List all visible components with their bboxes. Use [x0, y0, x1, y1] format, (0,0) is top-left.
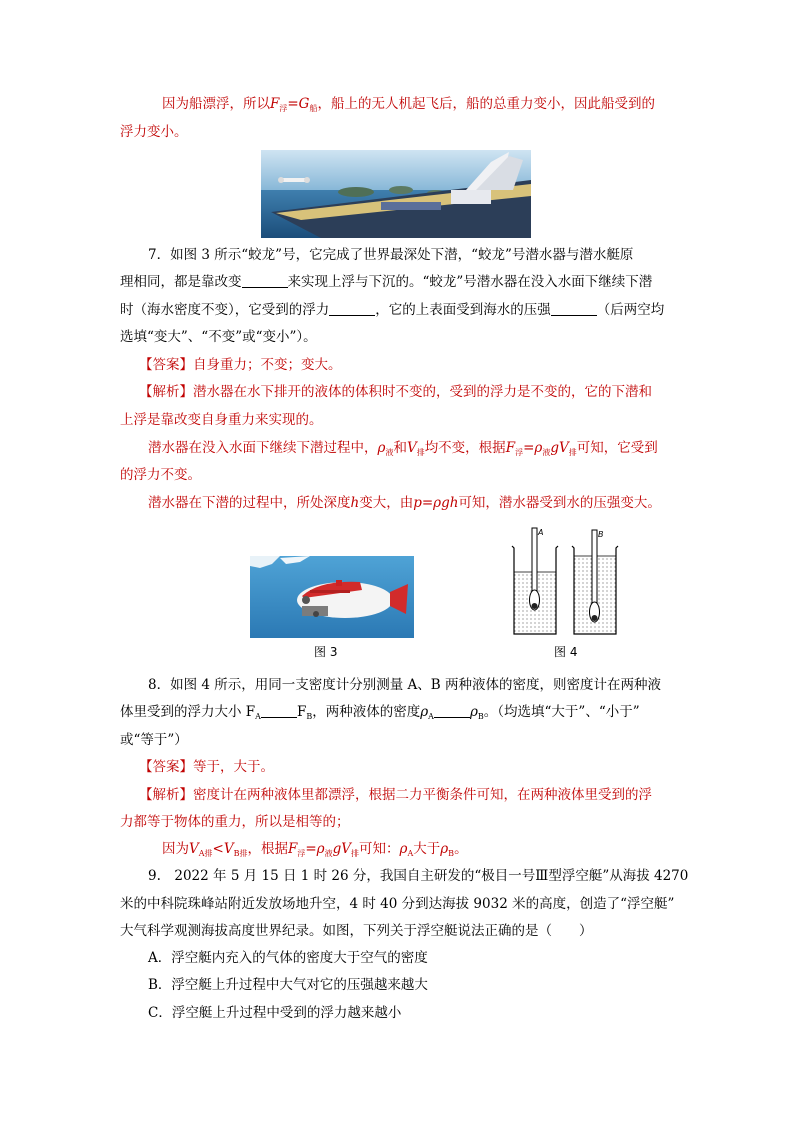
q8-stem-line-2: 体里受到的浮力大小 $F_A$ $F_B$，两种液体的密度$\rho_A$ $\rho_B$。（均选填“大于”、“小于” [120, 704, 640, 721]
tube-b-label: B [598, 530, 604, 539]
q7-answer: 【答案】自身重力；不变；变大。 [139, 357, 342, 373]
fig3-caption: 图 3 [314, 645, 338, 659]
q7-blank-2 [329, 303, 375, 316]
q7-stem-line-3: 时（海水密度不变），它受到的浮力 ，它的上表面受到海水的压强 （后两空均 [120, 302, 665, 318]
q9-option-c: C．浮空艇上升过程中受到的浮力越来越小 [148, 1005, 402, 1021]
q8-answer: 【答案】等于，大于。 [139, 759, 274, 775]
fig4-caption: 图 4 [554, 645, 578, 659]
q8-stem-line-3: 或“等于”） [120, 732, 188, 748]
q8-blank-2 [434, 705, 470, 718]
q8-analysis-line-3: 因为$V_{A排}<V_{B排}$，根据$F_浮=\rho_液gV_排$可知：$\rho_A$大于$\rho_B$。 [162, 841, 468, 858]
jiaolong-submersible-photo [250, 556, 414, 638]
hydrometer-diagram [506, 526, 626, 638]
q8-analysis-line-2: 力都等于物体的重力，所以是相等的； [120, 814, 350, 830]
q7-stem-line-1: 7．如图 3 所示“蛟龙”号，它完成了世界最深处下潜，“蛟龙”号潜水器与潜水艇原 [148, 247, 634, 263]
q7-blank-1 [242, 275, 288, 288]
q7-blank-3 [551, 303, 597, 316]
q7-analysis-line-3: 潜水器在没入水面下继续下潜过程中，$\rho_液$和$V_排$均不变，根据$F_浮=\rho_液gV_排$可知，它受到 [148, 440, 658, 457]
ship-drone-photo [261, 150, 531, 238]
q9-option-a: A．浮空艇内充入的气体的密度大于空气的密度 [148, 950, 428, 966]
q8-stem-line-1: 8．如图 4 所示，用同一支密度计分别测量 A、B 两种液体的密度，则密度计在两种液 [148, 677, 662, 693]
q7-analysis-line-1: 【解析】潜水器在水下排开的液体的体积时不变的，受到的浮力是不变的，它的下潜和 [139, 384, 652, 400]
q8-blank-1 [261, 705, 297, 718]
q9-stem-line-1: 9. 2022 年 5 月 15 日 1 时 26 分，我国自主研发的“极目一号Ⅲ型浮空艇”从海拔 4270 [148, 868, 689, 884]
q7-analysis-line-5: 潜水器在下潜的过程中，所处深度h变大，由p=ρgh可知，潜水器受到水的压强变大。 [148, 495, 661, 511]
q9-stem-line-3: 大气科学观测海拔高度世界纪录。如图，下列关于浮空艇说法正确的是（ ） [120, 923, 593, 939]
q7-analysis-line-2: 上浮是靠改变自身重力来实现的。 [120, 412, 323, 428]
q7-stem-line-2: 理相同，都是靠改变 来实现上浮与下沉的。“蛟龙”号潜水器在没入水面下继续下潜 [120, 274, 653, 290]
q7-analysis-line-4: 的浮力不变。 [120, 467, 201, 483]
q6-analysis-line-1: 因为船漂浮，所以$F_浮=G_船$，船上的无人机起飞后，船的总重力变小，因此船受到的 [162, 96, 655, 113]
q8-analysis-line-1: 【解析】密度计在两种液体里都漂浮，根据二力平衡条件可知，在两种液体里受到的浮 [139, 787, 652, 803]
q9-option-b: B．浮空艇上升过程中大气对它的压强越来越大 [148, 977, 428, 993]
q6-analysis-line-2: 浮力变小。 [120, 124, 188, 140]
q9-stem-line-2: 米的中科院珠峰站附近发放场地升空，4 时 40 分到达海拔 9032 米的高度，创造了“浮空艇” [120, 896, 675, 912]
q7-stem-line-4: 选填“变大”、“不变”或“变小”）。 [120, 329, 317, 345]
tube-a-label: A [538, 528, 544, 537]
